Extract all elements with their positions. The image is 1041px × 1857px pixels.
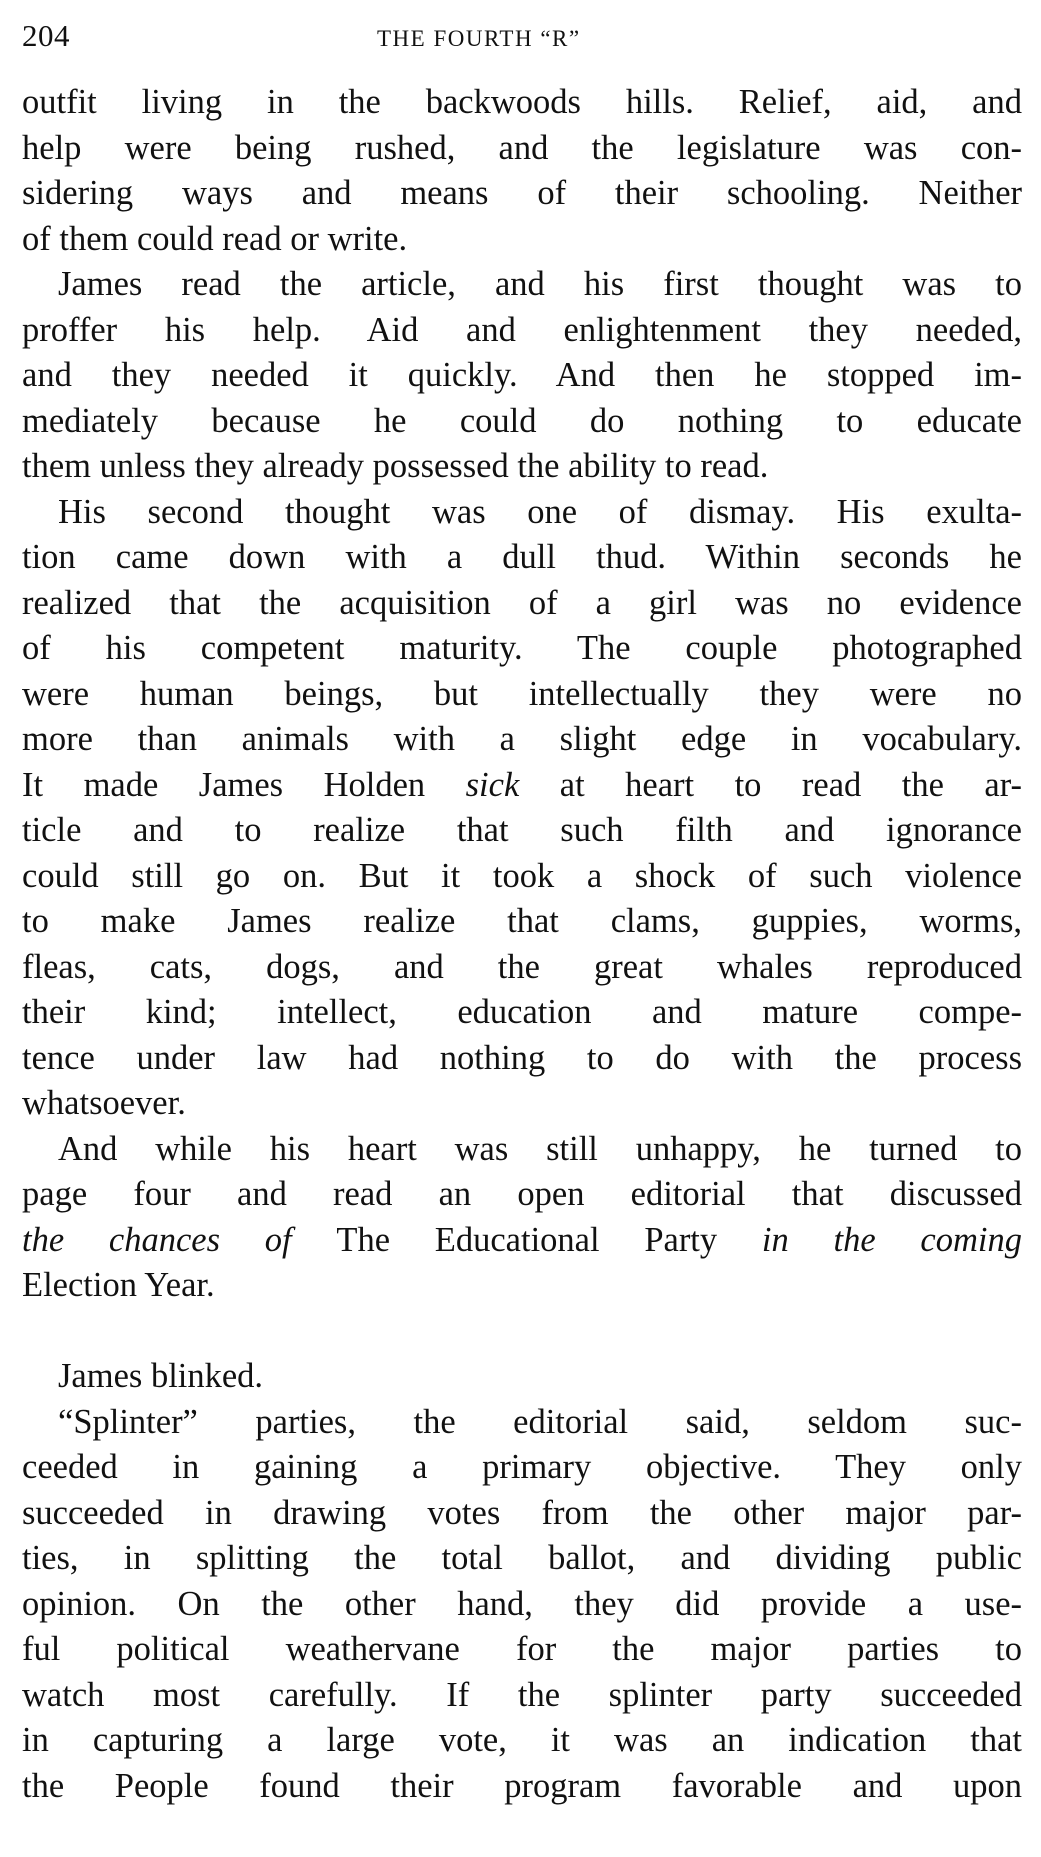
text-line: outfit living in the backwoods hills. Relief, aid, and [22, 83, 1022, 121]
text-line: the People found their program favorable and upon [22, 1766, 1022, 1805]
body-text [22, 80, 1022, 1809]
text-line: ceeded in gaining a primary objective. They only [22, 1448, 1022, 1486]
text-line: proffer his help. Aid and enlightenment they needed, [22, 310, 1022, 349]
text-line: succeeded in drawing votes from the other major par- [22, 1493, 1022, 1532]
text-line: whatsoever. [22, 1084, 186, 1122]
paragraph-first-line: “Splinter” parties, the editorial said, seldom suc- [58, 1402, 1022, 1441]
text-line: to make James realize that clams, guppies, worms, [22, 902, 1022, 940]
text-line: Election Year. [22, 1266, 215, 1304]
text-line: ful political weathervane for the major parties to [22, 1630, 1022, 1668]
text-run: It made James Holden [22, 765, 466, 804]
text-line: of them could read or write. [22, 219, 408, 258]
text-line: tence under law had nothing to do with the process [22, 1038, 1022, 1077]
page-number: 204 [22, 18, 70, 53]
italic-text: sick [465, 765, 520, 804]
text-run: The Educational Party [336, 1220, 718, 1259]
text-line: more than animals with a slight edge in vocabulary. [22, 720, 1022, 758]
text-line: sidering ways and means of their schooling. Neither [22, 174, 1022, 212]
text-line: and they needed it quickly. And then he stopped im- [22, 356, 1022, 394]
text-line: them unless they already possessed the ability to read. [22, 447, 769, 485]
paragraph-first-line: James blinked. [58, 1357, 264, 1395]
paragraph-first-line: James read the article, and his first thought was to [58, 265, 1022, 303]
paragraph-first-line: And while his heart was still unhappy, he turned to [58, 1129, 1022, 1168]
running-head [22, 18, 1022, 68]
text-line: watch most carefully. If the splinter party succeeded [22, 1675, 1022, 1714]
text-line: tion came down with a dull thud. Within seconds he [22, 538, 1022, 576]
text-line: in capturing a large vote, it was an indication that [22, 1721, 1022, 1759]
section-break [22, 1309, 1022, 1355]
text-line: opinion. On the other hand, they did provide a use- [22, 1584, 1022, 1623]
italic-text: the chances of [22, 1220, 337, 1259]
text-line: their kind; intellect, education and mature compe- [22, 993, 1022, 1031]
text-line: page four and read an open editorial that discussed [22, 1175, 1022, 1213]
text-line: ties, in splitting the total ballot, and dividing public [22, 1539, 1022, 1577]
text-line: could still go on. But it took a shock of such violence [22, 856, 1022, 895]
text-line: of his competent maturity. The couple photographed [22, 629, 1022, 667]
paragraph-first-line: His second thought was one of dismay. His exulta- [58, 492, 1022, 531]
text-line: fleas, cats, dogs, and the great whales reproduced [22, 947, 1022, 986]
text-line: realized that the acquisition of a girl was no evidence [22, 583, 1022, 622]
text-line: were human beings, but intellectually they were no [22, 674, 1022, 713]
text-line [22, 1218, 1022, 1264]
italic-text: in the coming [717, 1220, 1022, 1259]
text-run: at heart to read the ar- [519, 765, 1022, 804]
running-title: THE FOURTH “R” [377, 26, 581, 51]
text-line: help were being rushed, and the legislature was con- [22, 128, 1022, 167]
text-line: ticle and to realize that such filth and ignorance [22, 811, 1022, 849]
text-line [22, 763, 1022, 809]
text-line: mediately because he could do nothing to educate [22, 401, 1022, 440]
